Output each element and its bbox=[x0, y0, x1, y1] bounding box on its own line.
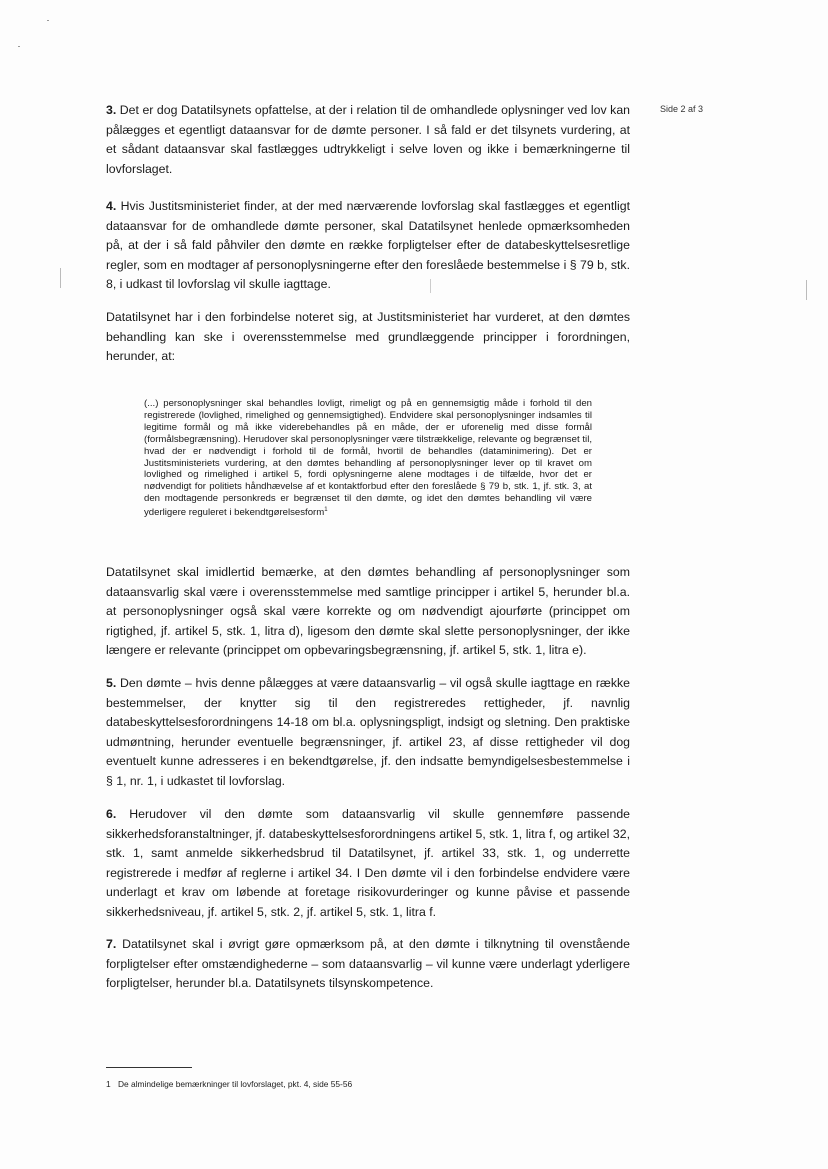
paragraph-text: Herudover vil den dømte som dataansvarlig vil skulle gennemføre passende sikkerhedsforanstaltninger, jf. databeskyttelsesforordningens artikel 5, stk. 1, litra f, og artikel 32, stk. 1, samt anmelde sikkerhedsbrud til Datatilsynet, jf. artikel 33, stk. 1, og underrette registrerede i medfør af reglerne i artikel 34. I Den dømte vil i den forbindelse endvidere være underlagt et krav om løbende at foretage risikovurderinger og kunne påvise et passende sikkerhedsniveau, jf. artikel 5, stk. 2, jf. artikel 5, stk. 1, litra f. bbox=[106, 807, 630, 919]
footnote-text: De almindelige bemærkninger til lovforslaget, pkt. 4, side 55-56 bbox=[118, 1079, 353, 1089]
footnote-reference: 1 bbox=[324, 507, 328, 514]
paragraph-however bbox=[106, 563, 630, 661]
paragraph-text: Datatilsynet har i den forbindelse noteret sig, at Justitsministeriet har vurderet, at den dømtes behandling kan ske i overensstemmelse med grundlæggende principper i forordningen, herunder, at: bbox=[106, 310, 630, 363]
paragraph-number: 5. bbox=[106, 676, 117, 690]
paragraph-7 bbox=[106, 935, 630, 994]
paragraph-text: Datatilsynet skal i øvrigt gøre opmærksom på, at den dømte i tilknytning til ovenstående forpligtelser efter omstændighederne – som dataansvarlig – vil kunne være underlagt yderligere forpligtelser, herunder bl.a. Datatilsynets tilsynskompetence. bbox=[106, 937, 630, 990]
paragraph-number: 3. bbox=[106, 103, 117, 117]
scan-mark bbox=[60, 268, 61, 288]
paragraph-number: 7. bbox=[106, 937, 117, 951]
scan-speck bbox=[18, 46, 20, 47]
paragraph-5 bbox=[106, 674, 630, 791]
paragraph-6 bbox=[106, 805, 630, 922]
paragraph-text: Den dømte – hvis denne pålægges at være dataansvarlig – vil også skulle iagttage en række bestemmelser, der knytter sig til den registreredes rettigheder, jf. navnlig databeskyttelsesforordningens 14-18 om bl.a. oplysningspligt, indsigt og sletning. Den praktiske udmøntning, herunder eventuelle begrænsninger, jf. artikel 23, af disse rettigheder vil dog eventuelt kunne adresseres i en bekendtgørelse, jf. den indsatte bemyndigelsesbestemmelse i § 1, nr. 1, i udkastet til lovforslag. bbox=[106, 676, 631, 788]
page-number: Side 2 af 3 bbox=[660, 104, 704, 114]
paragraph-text: Datatilsynet skal imidlertid bemærke, at den dømtes behandling af personoplysninger som dataansvarlig skal være i overensstemmelse med samtlige principper i artikel 5, herunder bl.a. at personoplysninger også skal være korrekte og om nødvendigt ajourførte (princippet om rigtighed, jf. artikel 5, stk. 1, litra d), ligesom den dømte skal slette personoplysninger, der ikke længere er relevante (princippet om opbevaringsbegrænsning, jf. artikel 5, stk. 1, litra e). bbox=[106, 565, 630, 657]
paragraph-4 bbox=[106, 197, 630, 295]
paragraph-noted bbox=[106, 308, 630, 367]
block-quote bbox=[144, 398, 592, 519]
footnote-separator bbox=[106, 1067, 192, 1068]
quote-text: (...) personoplysninger skal behandles lovligt, rimeligt og på en gennemsigtig måde i forhold til den registrerede (lovlighed, rimelighed og gennemsigtighed). Endvidere skal personoplysninger indsamles til legitime formål og må ikke viderebehandles på en måde, der er uforenelig med disse formål (formålsbegrænsning). Herudover skal personoplysninger være tilstrækkelige, relevante og begrænset til, hvad der er nødvendigt i forhold til de formål, hvortil de behandles (dataminimering). Det er Justitsministeriets vurdering, at den dømtes behandling af personoplysninger lever op til kravet om lovlighed og rimelighed i artikel 5, fordi oplysningerne alene modtages i de tilfælde, hvor det er nødvendigt for politiets håndhævelse af et kontaktforbud efter den foreslåede § 79 b, stk. 1, jf. stk. 3, at den modtagende personkreds er begrænset til den dømte, og idet den dømtes behandling vil være yderligere reguleret i bekendtgørelsesform bbox=[144, 398, 592, 519]
footnote-number: 1 bbox=[106, 1079, 111, 1089]
paragraph-text: Hvis Justitsministeriet finder, at der med nærværende lovforslag skal fastlægges et egentligt dataansvar for de omhandlede dømte personer, skal Datatilsynet henlede opmærksomheden på, at der i så fald påhviler den dømte en række forpligtelser efter de databeskyttelsesretlige regler, som en modtager af personoplysningerne efter den foreslåede bestemmelse i § 79 b, stk. 8, i udkast til lovforslag vil skulle iagttage. bbox=[106, 199, 630, 291]
footnote bbox=[106, 1079, 352, 1089]
paragraph-3 bbox=[106, 101, 630, 179]
scan-mark bbox=[806, 280, 807, 300]
paragraph-text: Det er dog Datatilsynets opfattelse, at der i relation til de omhandlede oplysninger ved lov kan pålægges et egentligt dataansvar for de dømte personer. I så fald er det tilsynets vurdering, at et sådant dataansvar skal fastlægges udtrykkeligt i selve loven og ikke i bemærkningerne til lovforslaget. bbox=[106, 103, 630, 176]
paragraph-number: 4. bbox=[106, 199, 117, 213]
scan-speck bbox=[47, 20, 49, 21]
paragraph-number: 6. bbox=[106, 807, 117, 821]
